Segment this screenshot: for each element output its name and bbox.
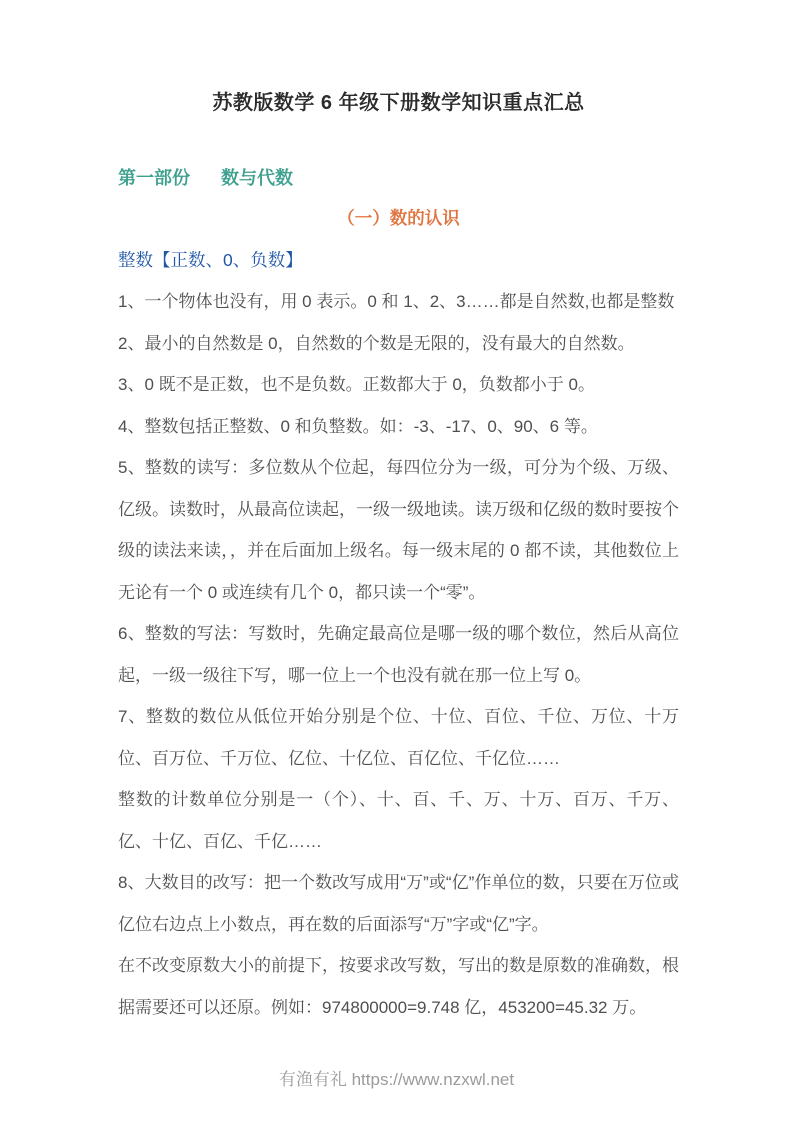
paragraph-2: 2、最小的自然数是 0，自然数的个数是无限的，没有最大的自然数。 (118, 333, 635, 353)
footer-watermark: 有渔有礼 https://www.nzxwl.net (278, 1070, 515, 1089)
paragraph-4: 4、整数包括正整数、0 和负整数。如：-3、-17、0、90、6 等。 (118, 416, 598, 436)
document-title: 苏教版数学 6 年级下册数学知识重点汇总 (212, 92, 585, 114)
section-heading: （一）数的认识 (337, 208, 460, 228)
paragraph-8: 整数的计数单位分别是一（个）、十、百、千、万、十万、百万、千万、亿、十亿、百亿、千亿…… (118, 790, 679, 851)
paragraph-3: 3、0 既不是正数，也不是负数。正数都大于 0，负数都小于 0。 (118, 375, 595, 394)
part-name: 数与代数 (221, 168, 294, 188)
paragraph-9: 8、大数目的改写：把一个数改写成用“万”或“亿”作单位的数，只要在万位或亿位右边点上小数点，再在数的后面添写“万”字或“亿”字。 (118, 873, 679, 934)
subsection-heading: 整数【正数、0、负数】 (118, 250, 303, 270)
paragraph-10: 在不改变原数大小的前提下，按要求改写数，写出的数是原数的准确数，根据需要还可以还原。例如：974800000=9.748 亿，453200=45.32 万。 (118, 956, 679, 1017)
part-label: 第一部份 (118, 168, 190, 188)
paragraph-5: 5、整数的读写：多位数从个位起，每四位分为一级，可分为个级、万级、亿级。读数时，从最高位读起，一级一级地读。读万级和亿级的数时要按个级的读法来读，，并在后面加上级名。每一级末尾的 0 都不读，其他数位上无论有一个 0 或连续有几个 0，都只读一个“零”。 (118, 458, 679, 602)
paragraph-1: 1、一个物体也没有，用 0 表示。0 和 1、2、3……都是自然数,也都是整数 (118, 292, 675, 311)
paragraph-7: 7、整数的数位从低位开始分别是个位、十位、百位、千位、万位、十万位、百万位、千万位、亿位、十亿位、百亿位、千亿位…… (118, 707, 679, 768)
body-text (118, 281, 679, 1028)
paragraph-6: 6、整数的写法：写数时，先确定最高位是哪一级的哪个数位，然后从高位起，一级一级往下写，哪一位上一个也没有就在那一位上写 0。 (118, 624, 679, 685)
part-heading (118, 164, 679, 192)
